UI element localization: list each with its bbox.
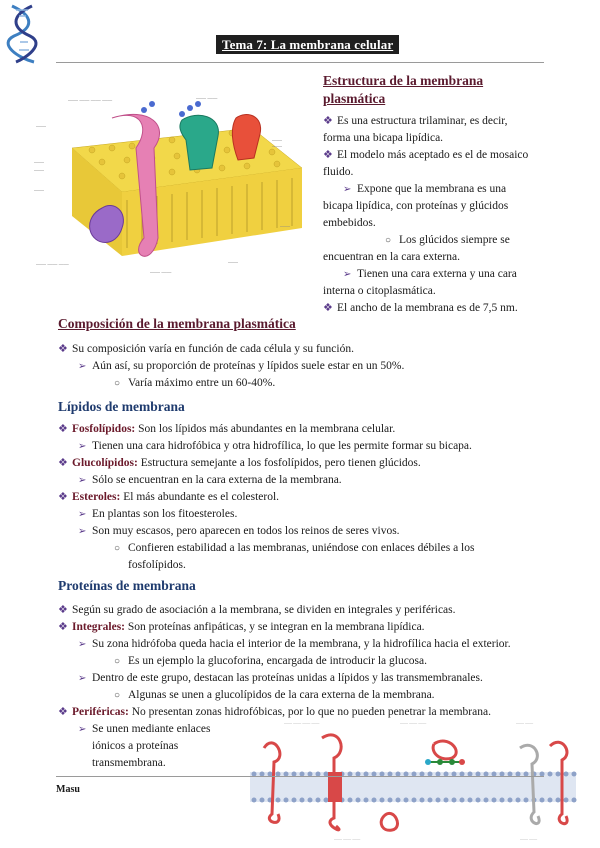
membrane-diagram <box>32 88 314 284</box>
svg-text:——: —— <box>34 168 44 174</box>
svg-text:——: —— <box>272 138 282 144</box>
circle-bullet-icon: ○ <box>385 235 392 246</box>
arrow-bullet-icon: ➢ <box>343 269 352 280</box>
svg-text:——: —— <box>34 188 44 194</box>
svg-text:——: —— <box>36 124 46 130</box>
composicion-list: ❖ Su composición varía en función de cada célula y su función. ➢ Aún así, su proporción de proteínas y lípidos suele estar en un 50%. ○ Varía máximo entre un 60-40%. <box>58 341 404 392</box>
circle-bullet-icon: ○ <box>114 690 121 701</box>
svg-text:——: —— <box>280 224 290 230</box>
arrow-bullet-icon: ➢ <box>78 639 87 650</box>
circle-bullet-icon: ○ <box>114 543 121 554</box>
svg-text:—— ——: —— —— <box>520 836 538 841</box>
svg-text:—— ——: —— —— <box>516 720 534 725</box>
estructura-title: Estructura de la membrana plasmática <box>323 73 484 106</box>
proteinas-title: Proteínas de membrana <box>58 578 196 593</box>
arrow-bullet-icon: ➢ <box>78 673 87 684</box>
diamond-bullet-icon: ❖ <box>323 149 333 161</box>
svg-text:—— —— —— ——: —— —— —— —— <box>68 98 113 104</box>
svg-text:——: —— <box>34 160 44 166</box>
dna-helix-icon <box>4 2 54 64</box>
diamond-bullet-icon: ❖ <box>58 343 68 355</box>
arrow-bullet-icon: ➢ <box>78 526 87 537</box>
footer-divider <box>56 776 544 777</box>
diamond-bullet-icon: ❖ <box>58 621 68 633</box>
diamond-bullet-icon: ❖ <box>58 457 68 469</box>
diamond-bullet-icon: ❖ <box>58 604 68 616</box>
lipidos-list: ❖ Fosfolípidos: Son los lípidos más abundantes en la membrana celular. ➢ Tienen una cara hidrofóbica y otra hidrofílica, lo que les permite formar su bicapa. ❖ Glucolípidos: Estructura semejante a los fosfolípidos, pero tienen glúcidos. ➢ Sólo se encuentran en la cara externa de la membrana. ❖ Esteroles: El más abundante es el colesterol. ➢ En plantas son los fitoesteroles. ➢ Son muy escasos, pero aparecen en todos los reinos de seres vivos. ○ Confieren estabilidad a las membranas, uniéndose con enlaces débiles a los fosfolípidos. <box>58 423 475 571</box>
svg-text:—— —— ——: —— —— —— <box>36 262 69 268</box>
arrow-bullet-icon: ➢ <box>78 724 87 735</box>
svg-text:—— —— ——: —— —— —— <box>334 836 361 841</box>
page-title: Tema 7: La membrana celular <box>216 35 399 54</box>
diamond-bullet-icon: ❖ <box>58 706 68 718</box>
circle-bullet-icon: ○ <box>114 656 121 667</box>
lipidos-title: Lípidos de membrana <box>58 399 185 414</box>
diamond-bullet-icon: ❖ <box>323 302 333 314</box>
diamond-bullet-icon: ❖ <box>323 115 333 127</box>
diamond-bullet-icon: ❖ <box>58 423 68 435</box>
arrow-bullet-icon: ➢ <box>78 361 87 372</box>
arrow-bullet-icon: ➢ <box>78 441 87 452</box>
composicion-title: Composición de la membrana plasmática <box>58 316 296 331</box>
footer-author: Masu <box>56 784 80 795</box>
svg-text:——: —— <box>272 144 282 150</box>
svg-text:—— —— ——: —— —— —— <box>400 720 427 725</box>
arrow-bullet-icon: ➢ <box>78 475 87 486</box>
svg-text:——: —— <box>228 260 238 266</box>
svg-text:—— —— —— ——: —— —— —— —— <box>284 720 320 725</box>
svg-text:—— ——: —— —— <box>150 270 172 276</box>
estructura-list: ❖ Es una estructura trilaminar, es decir, forma una bicapa lipídica. ❖ El modelo más aceptado es el de mosaico fluido. ➢ Expone que la membrana es una bicapa lipídica, con proteínas y glúcidos embebidos. ○ Los glúcidos siempre se encuentran en la cara externa. ➢ Tienen una cara externa y una cara interna o citoplasmática. ❖ El ancho de la membrana es de 7,5 nm. <box>323 113 528 317</box>
svg-text:—— ——: —— —— <box>196 96 218 102</box>
arrow-bullet-icon: ➢ <box>343 184 352 195</box>
membrane-proteins-diagram <box>244 718 580 844</box>
header-divider <box>56 62 544 63</box>
proteinas-list: ❖ Según su grado de asociación a la membrana, se dividen en integrales y periféricas. ❖ Integrales: Son proteínas anfipáticas, y se integran en la membrana lipídica. ➢ Su zona hidrófoba queda hacia el interior de la membrana, y la hidrofílica hacia el exterior. ○ Es un ejemplo la glucoforina, encargada de introducir la glucosa. ➢ Dentro de este grupo, destacan las proteínas unidas a lípidos y las transmembranales. ○ Algunas se unen a glucolípidos de la cara externa de la membrana. ❖ Periféricas: No presentan zonas hidrofóbicas, por lo que no pueden penetrar la membrana. ➢ Se unen mediante enlaces iónicos a proteínas transmembrana. <box>58 604 511 769</box>
arrow-bullet-icon: ➢ <box>78 509 87 520</box>
circle-bullet-icon: ○ <box>114 378 121 389</box>
diamond-bullet-icon: ❖ <box>58 491 68 503</box>
